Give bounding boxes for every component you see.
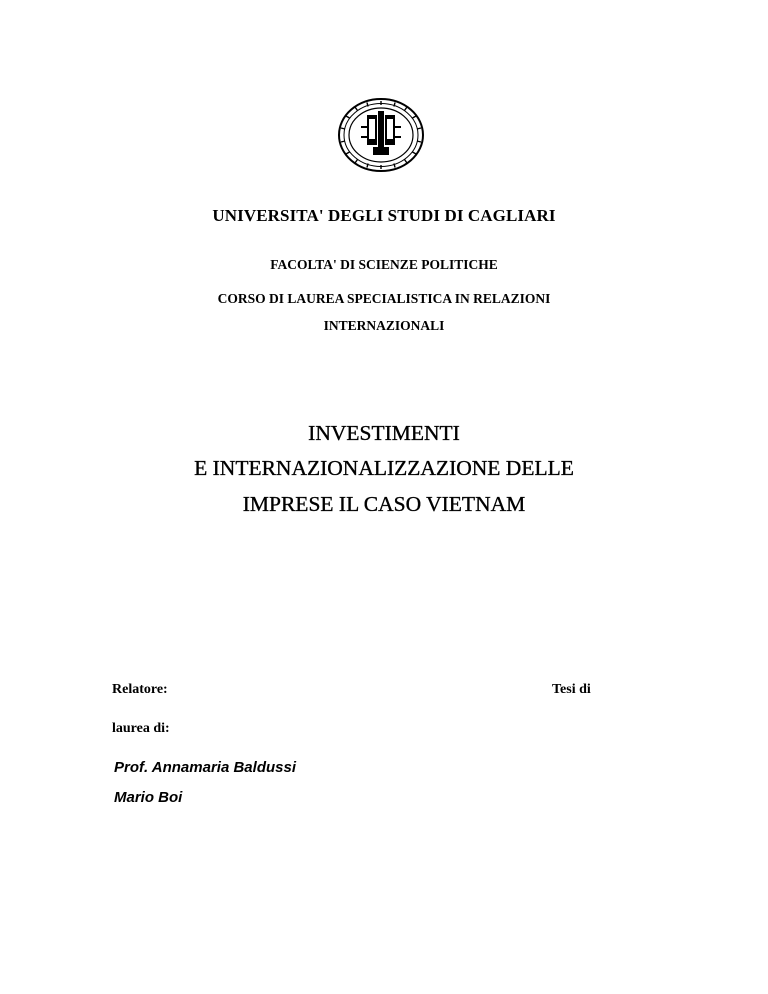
thesis-title-line-1: INVESTIMENTI <box>308 421 460 445</box>
tesi-label: Tesi di <box>552 682 591 697</box>
laurea-label: laurea di: <box>112 721 170 736</box>
university-seal-icon <box>337 97 425 173</box>
faculty-name: FACOLTA' DI SCIENZE POLITICHE <box>270 257 498 272</box>
supervisor-name: Prof. Annamaria Baldussi <box>114 759 296 776</box>
course-name-line-2: INTERNAZIONALI <box>323 318 445 333</box>
relatore-label: Relatore: <box>112 682 168 697</box>
course-name-line-1: CORSO DI LAUREA SPECIALISTICA IN RELAZIONI <box>217 291 551 306</box>
university-name: UNIVERSITA' DEGLI STUDI DI CAGLIARI <box>212 206 556 225</box>
thesis-title-line-3: IMPRESE IL CASO VIETNAM <box>242 492 526 516</box>
student-name: Mario Boi <box>114 789 183 806</box>
thesis-title-line-2: E INTERNAZIONALIZZAZIONE DELLE <box>194 456 574 480</box>
